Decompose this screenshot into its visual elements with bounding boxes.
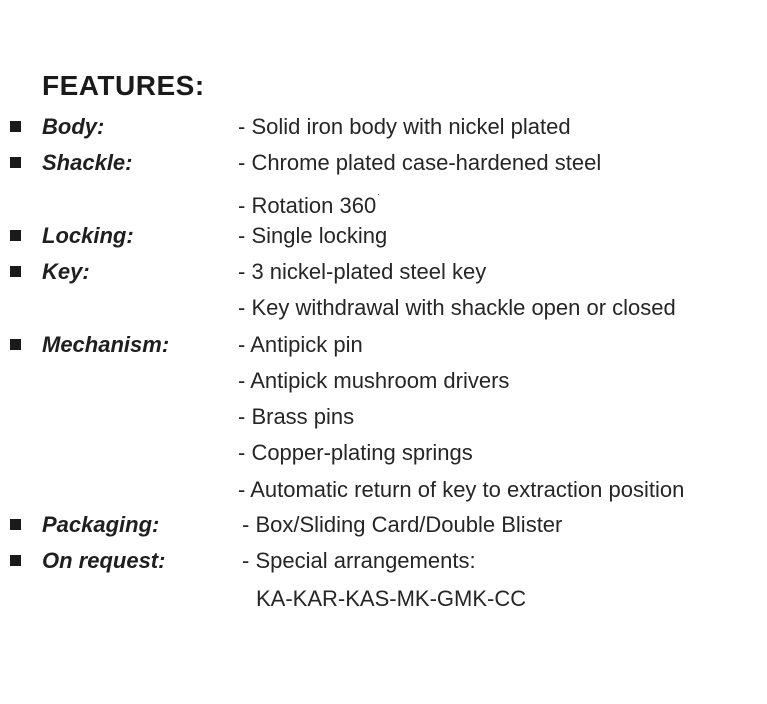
feature-label-mechanism: Mechanism: (42, 332, 170, 357)
feature-value-key-codes: KA-KAR-KAS-MK-GMK-CC (256, 586, 527, 611)
feature-value-packaging: - Box/Sliding Card/Double Blister (242, 512, 563, 537)
rotation-text: - Rotation 360 (238, 193, 377, 218)
square-bullet-icon (10, 230, 21, 241)
feature-value-rotation (238, 184, 381, 221)
feature-label-on-request: On request: (42, 548, 166, 573)
feature-row-mushroom-drivers (0, 366, 767, 396)
feature-row-springs (0, 438, 767, 468)
square-bullet-icon (10, 157, 21, 168)
feature-value-mushroom-drivers: - Antipick mushroom drivers (238, 368, 510, 393)
feature-row-shackle (0, 148, 767, 178)
feature-value-key: - 3 nickel-plated steel key (238, 259, 487, 284)
feature-value-brass-pins: - Brass pins (238, 404, 355, 429)
degree-mark: ˙ (377, 193, 381, 205)
feature-value-automatic-return: - Automatic return of key to extraction position (238, 477, 685, 502)
feature-value-key-withdrawal: - Key withdrawal with shackle open or closed (238, 295, 676, 320)
feature-row-on-request (0, 546, 767, 576)
feature-value-body: - Solid iron body with nickel plated (238, 114, 571, 139)
feature-value-shackle: - Chrome plated case-hardened steel (238, 150, 602, 175)
feature-row-packaging (0, 510, 767, 540)
feature-label-body: Body: (42, 114, 105, 139)
feature-row-body (0, 112, 767, 142)
feature-value-special-arrangements: - Special arrangements: (242, 548, 476, 573)
feature-row-automatic-return (0, 475, 767, 505)
square-bullet-icon (10, 121, 21, 132)
feature-row-mechanism (0, 330, 767, 360)
square-bullet-icon (10, 339, 21, 350)
features-heading: FEATURES: (42, 70, 205, 101)
feature-value-springs: - Copper-plating springs (238, 440, 473, 465)
feature-value-antipick-pin: - Antipick pin (238, 332, 363, 357)
square-bullet-icon (10, 555, 21, 566)
feature-label-locking: Locking: (42, 223, 134, 248)
feature-label-shackle: Shackle: (42, 150, 133, 175)
feature-row-brass-pins (0, 402, 767, 432)
feature-label-packaging: Packaging: (42, 512, 160, 537)
feature-row-shackle-rotation (0, 184, 767, 218)
feature-row-locking (0, 221, 767, 251)
feature-value-locking: - Single locking (238, 223, 388, 248)
feature-row-key-withdrawal (0, 293, 767, 323)
feature-row-key (0, 257, 767, 287)
square-bullet-icon (10, 266, 21, 277)
feature-label-key: Key: (42, 259, 90, 284)
square-bullet-icon (10, 519, 21, 530)
feature-row-key-codes (0, 584, 767, 614)
